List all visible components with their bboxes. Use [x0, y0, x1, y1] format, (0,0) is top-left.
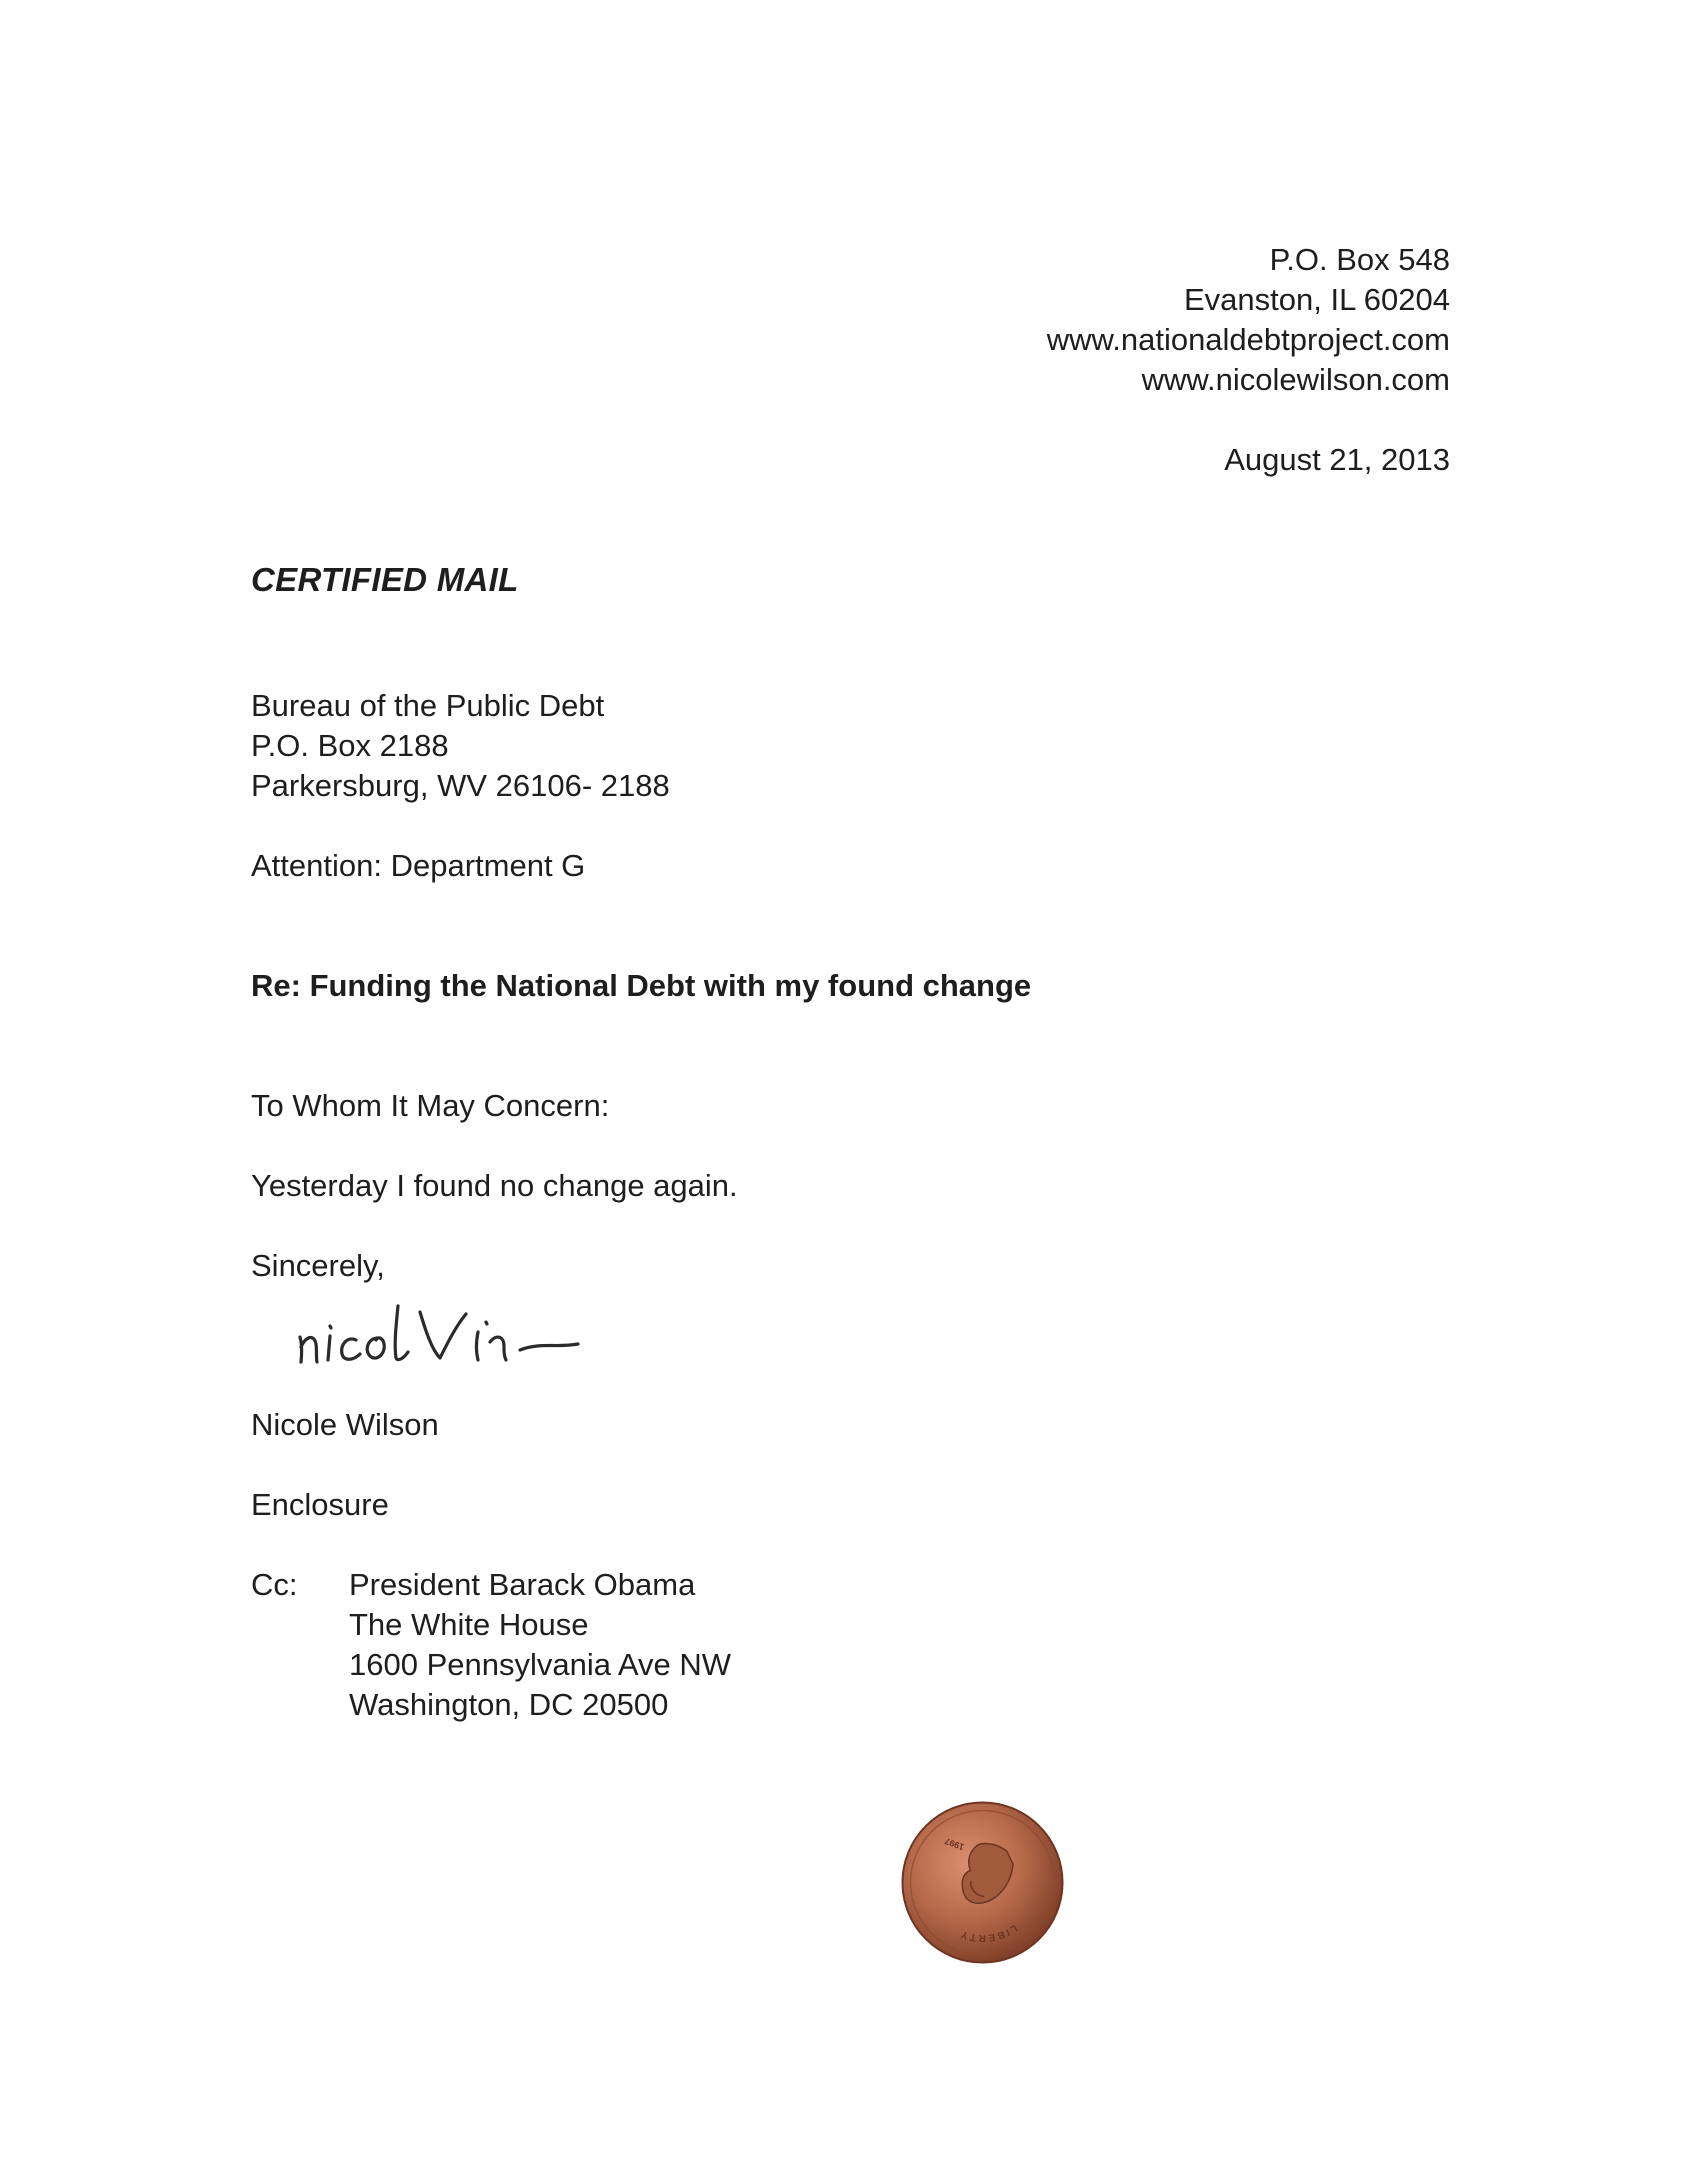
- sender-city-state-zip: Evanston, IL 60204: [1184, 282, 1450, 317]
- cc-label: Cc:: [251, 1567, 298, 1602]
- handwritten-signature: [290, 1292, 670, 1382]
- sender-website-personal: www.nicolewilson.com: [1141, 362, 1450, 397]
- subject-line: Re: Funding the National Debt with my found change: [251, 968, 1032, 1003]
- attention-line: Attention: Department G: [251, 848, 586, 883]
- recipient-address-block: [251, 686, 670, 806]
- signer-name: Nicole Wilson: [251, 1407, 439, 1442]
- coin-year: 1997: [943, 1835, 966, 1853]
- penny-coin-image: [900, 1800, 1065, 1965]
- cc-name: President Barack Obama: [349, 1567, 696, 1602]
- cc-address-line2: 1600 Pennsylvania Ave NW: [349, 1647, 731, 1682]
- cc-address-line1: The White House: [349, 1607, 589, 1642]
- coin-motto: LIBERTY: [957, 1921, 1019, 1944]
- sender-po-box: P.O. Box 548: [1269, 242, 1450, 277]
- recipient-name: Bureau of the Public Debt: [251, 688, 605, 723]
- cc-address-block: [349, 1565, 731, 1725]
- enclosure-notation: Enclosure: [251, 1487, 389, 1522]
- sender-address-block: [1047, 240, 1450, 400]
- recipient-po-box: P.O. Box 2188: [251, 728, 449, 763]
- letter-date: August 21, 2013: [1224, 442, 1450, 477]
- letter-body: Yesterday I found no change again.: [251, 1168, 738, 1203]
- salutation: To Whom It May Concern:: [251, 1088, 610, 1123]
- sender-website-national-debt: www.nationaldebtproject.com: [1046, 322, 1450, 357]
- cc-address-line3: Washington, DC 20500: [349, 1687, 669, 1722]
- recipient-city-state-zip: Parkersburg, WV 26106- 2188: [251, 768, 670, 803]
- certified-mail-heading: CERTIFIED MAIL: [251, 561, 519, 598]
- closing: Sincerely,: [251, 1248, 385, 1283]
